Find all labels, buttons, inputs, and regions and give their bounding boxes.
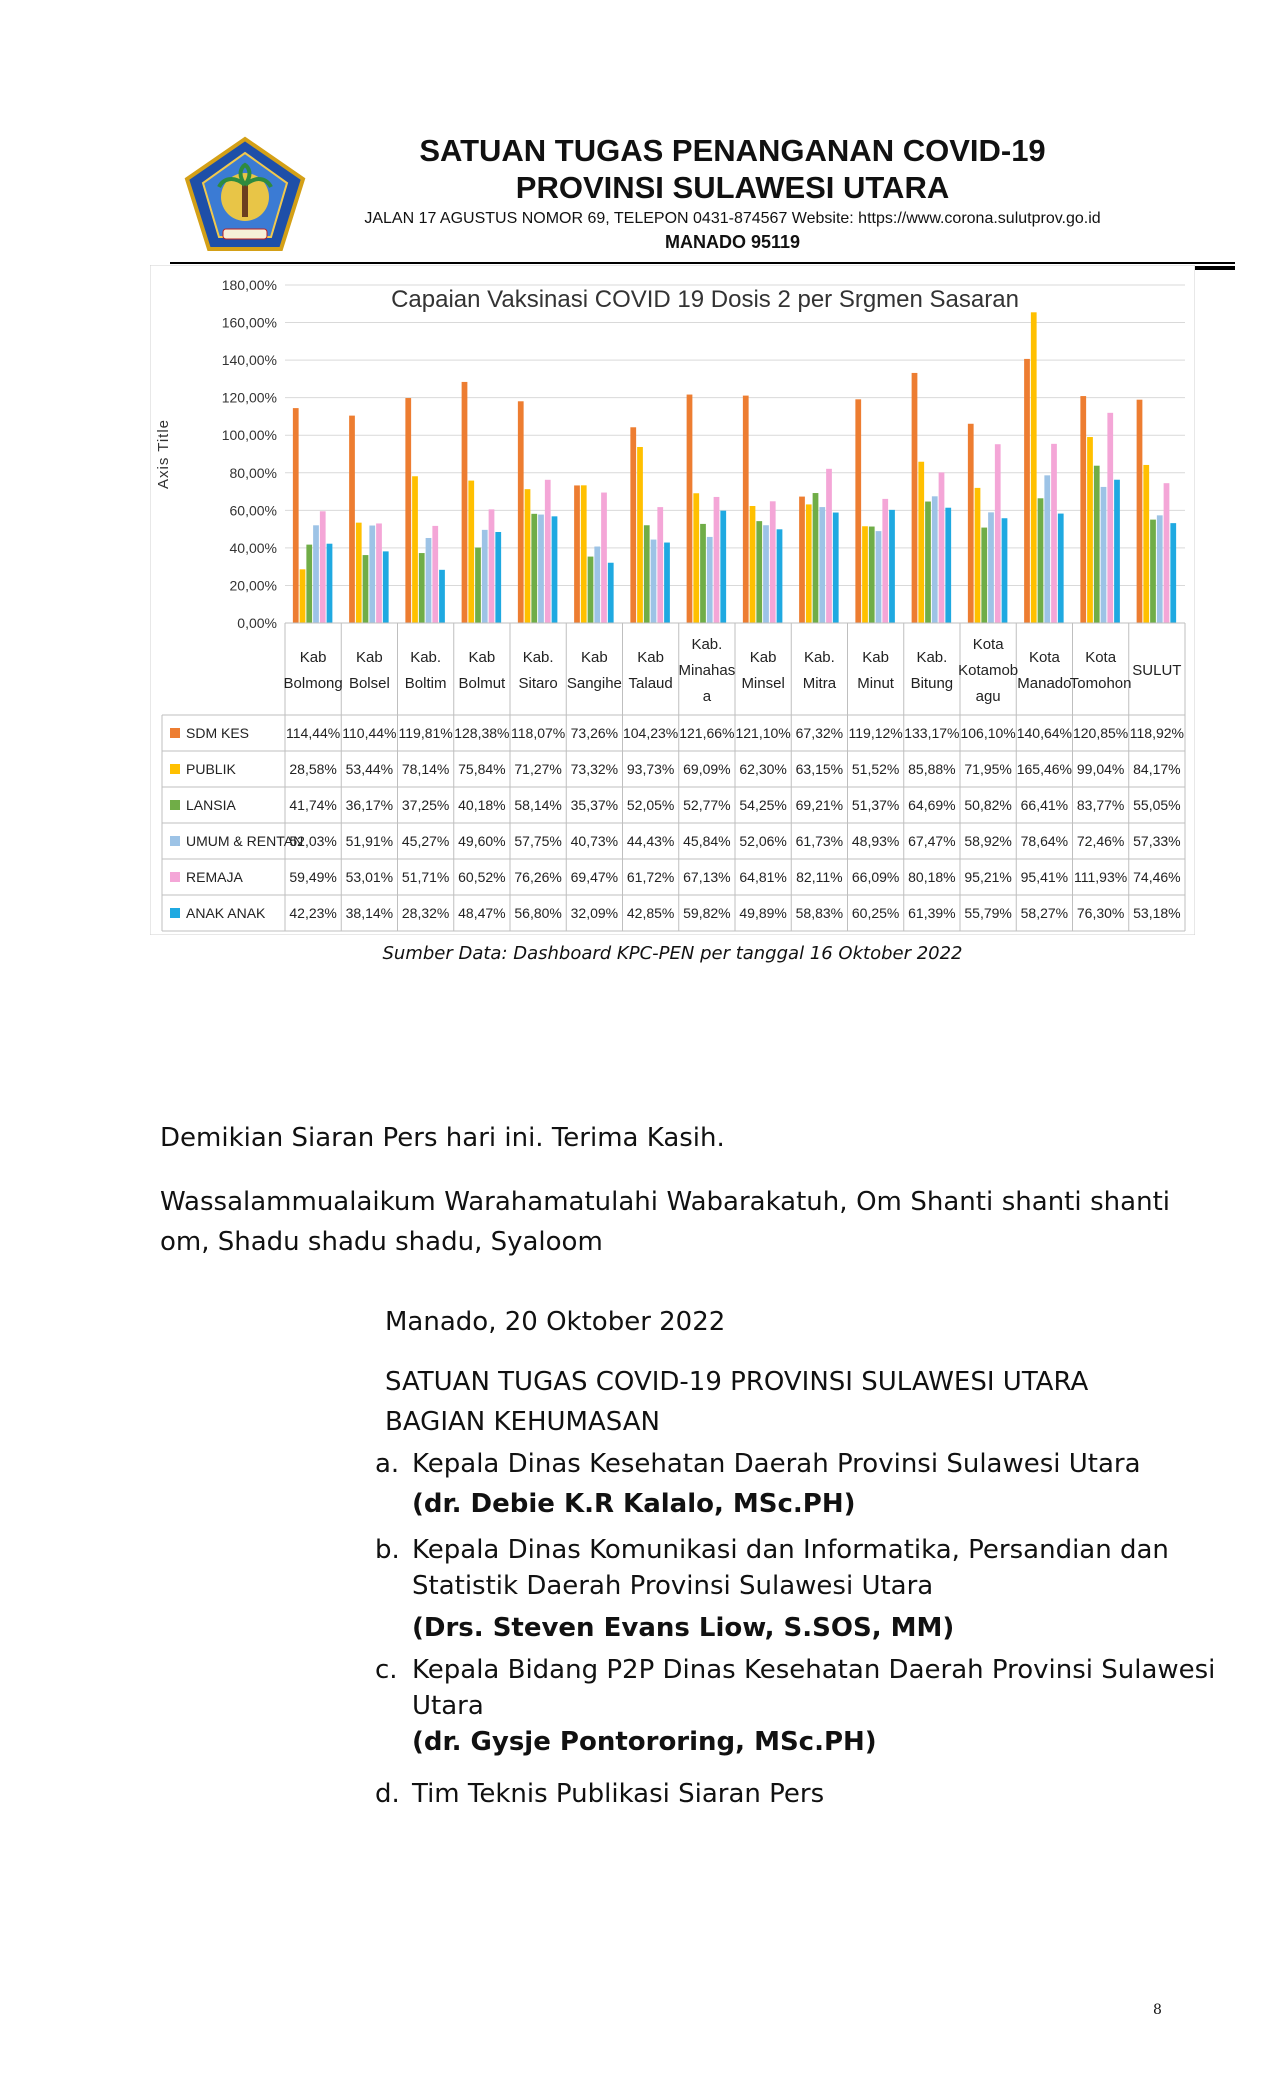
y-axis-title: Axis Title bbox=[155, 418, 172, 490]
data-label: 42,85% bbox=[626, 905, 675, 921]
bar-remaja-11 bbox=[939, 472, 945, 623]
data-label: 95,21% bbox=[964, 869, 1012, 885]
data-label: 55,05% bbox=[1133, 797, 1181, 813]
data-label: 57,75% bbox=[514, 833, 562, 849]
bar-sdm-kes-11 bbox=[912, 373, 918, 623]
data-label: 58,83% bbox=[795, 905, 844, 921]
greeting-line1: Wassalammualaikum Warahamatulahi Wabarakatuh, Om Shanti shanti shanti bbox=[160, 1187, 1170, 1217]
data-label: 44,43% bbox=[626, 833, 675, 849]
bar-lansia-5 bbox=[588, 557, 594, 623]
bar-umum-rentan-11 bbox=[932, 496, 938, 623]
bar-remaja-7 bbox=[714, 497, 720, 623]
bar-umum-rentan-9 bbox=[819, 507, 825, 623]
bar-lansia-15 bbox=[1150, 520, 1156, 623]
bar-anak-anak-13 bbox=[1058, 514, 1064, 623]
place-date: Manado, 20 Oktober 2022 bbox=[385, 1307, 726, 1337]
data-label: 61,73% bbox=[795, 833, 844, 849]
bar-anak-anak-0 bbox=[327, 544, 333, 623]
signatory-c-title-line2: Utara bbox=[412, 1691, 484, 1721]
y-tick-label: 40,00% bbox=[229, 539, 277, 556]
org-line2: BAGIAN KEHUMASAN bbox=[385, 1407, 660, 1437]
data-label: 71,95% bbox=[964, 761, 1012, 777]
signatory-b-title-line2: Statistik Daerah Provinsi Sulawesi Utara bbox=[412, 1571, 934, 1601]
category-label: Mitra bbox=[802, 675, 837, 692]
bar-sdm-kes-8 bbox=[743, 396, 749, 623]
bar-publik-4 bbox=[525, 489, 531, 623]
bar-anak-anak-1 bbox=[383, 551, 389, 623]
data-label: 52,03% bbox=[289, 833, 337, 849]
data-label: 51,91% bbox=[345, 833, 394, 849]
data-label: 35,37% bbox=[570, 797, 619, 813]
data-label: 165,46% bbox=[1016, 761, 1073, 777]
data-label: 58,92% bbox=[964, 833, 1012, 849]
bar-umum-rentan-6 bbox=[651, 540, 657, 623]
bar-remaja-3 bbox=[489, 509, 495, 623]
data-label: 36,17% bbox=[345, 797, 394, 813]
category-label: Kab bbox=[468, 649, 496, 666]
category-label: Manado bbox=[1017, 675, 1072, 692]
bar-publik-6 bbox=[637, 447, 643, 623]
bar-remaja-2 bbox=[432, 526, 438, 623]
bar-anak-anak-4 bbox=[552, 516, 558, 623]
data-label: 37,25% bbox=[401, 797, 450, 813]
data-label: 73,32% bbox=[570, 761, 619, 777]
data-label: 78,14% bbox=[401, 761, 450, 777]
data-label: 61,72% bbox=[626, 869, 675, 885]
bar-sdm-kes-2 bbox=[405, 398, 411, 623]
bar-anak-anak-8 bbox=[777, 529, 783, 623]
header-title-line2: PROVINSI SULAWESI UTARA bbox=[515, 170, 950, 205]
category-label: Kota bbox=[972, 636, 1004, 653]
data-label: 64,69% bbox=[908, 797, 956, 813]
y-tick-label: 0,00% bbox=[237, 615, 277, 631]
legend-swatch-4 bbox=[170, 872, 180, 882]
bar-lansia-13 bbox=[1038, 498, 1044, 623]
bar-anak-anak-12 bbox=[1002, 518, 1008, 623]
data-label: 48,47% bbox=[458, 905, 506, 921]
bar-publik-5 bbox=[581, 485, 587, 623]
signatory-d-title: Tim Teknis Publikasi Siaran Pers bbox=[412, 1779, 825, 1809]
bar-publik-13 bbox=[1031, 312, 1037, 623]
category-label: Bitung bbox=[910, 675, 954, 692]
bar-umum-rentan-0 bbox=[313, 525, 319, 623]
data-label: 67,13% bbox=[683, 869, 731, 885]
bar-remaja-0 bbox=[320, 511, 326, 623]
bar-publik-10 bbox=[862, 526, 868, 623]
bar-lansia-6 bbox=[644, 525, 650, 623]
bar-lansia-3 bbox=[475, 548, 481, 623]
data-label: 64,81% bbox=[739, 869, 787, 885]
data-label: 119,12% bbox=[848, 725, 903, 741]
bar-sdm-kes-6 bbox=[630, 427, 636, 623]
data-label: 95,41% bbox=[1020, 869, 1069, 885]
data-label: 61,39% bbox=[908, 905, 956, 921]
bar-lansia-4 bbox=[531, 514, 537, 623]
category-label: Sitaro bbox=[518, 675, 558, 692]
y-tick-label: 20,00% bbox=[229, 577, 277, 594]
header-title-line1: SATUAN TUGAS PENANGANAN COVID-19 bbox=[419, 133, 1046, 168]
data-label: 51,37% bbox=[851, 797, 900, 813]
bar-umum-rentan-1 bbox=[369, 526, 375, 623]
data-label: 54,25% bbox=[739, 797, 787, 813]
data-label: 120,85% bbox=[1072, 725, 1129, 741]
legend-label: UMUM & RENTAN bbox=[186, 833, 304, 849]
category-label: a bbox=[702, 688, 712, 705]
data-label: 52,05% bbox=[626, 797, 675, 813]
data-label: 118,07% bbox=[511, 725, 566, 741]
data-label: 78,64% bbox=[1020, 833, 1069, 849]
bar-anak-anak-9 bbox=[833, 513, 839, 623]
category-label: Kab. bbox=[522, 649, 554, 666]
data-label: 56,80% bbox=[514, 905, 562, 921]
category-label: SULUT bbox=[1132, 662, 1182, 679]
data-label: 51,52% bbox=[851, 761, 900, 777]
data-label: 51,71% bbox=[401, 869, 450, 885]
data-label: 69,21% bbox=[795, 797, 844, 813]
bar-publik-11 bbox=[918, 462, 924, 623]
category-label: Kab. bbox=[916, 649, 948, 666]
greeting-line2: om, Shadu shadu shadu, Syaloom bbox=[160, 1227, 603, 1257]
data-label: 45,84% bbox=[683, 833, 731, 849]
data-label: 121,10% bbox=[735, 725, 791, 741]
category-label: Bolmong bbox=[283, 675, 343, 692]
signatory-b-title-line1: Kepala Dinas Komunikasi dan Informatika, Persandian dan bbox=[412, 1535, 1169, 1565]
bar-remaja-8 bbox=[770, 501, 776, 623]
data-label: 119,81% bbox=[398, 725, 453, 741]
category-label: Kab. bbox=[410, 649, 442, 666]
data-label: 83,77% bbox=[1076, 797, 1125, 813]
header-rule bbox=[170, 262, 1235, 264]
data-label: 59,49% bbox=[289, 869, 337, 885]
data-label: 40,73% bbox=[570, 833, 619, 849]
bar-sdm-kes-4 bbox=[518, 401, 524, 623]
legend-swatch-0 bbox=[170, 728, 180, 738]
chart-source-caption: Sumber Data: Dashboard KPC-PEN per tanggal 16 Oktober 2022 bbox=[382, 943, 963, 964]
data-label: 82,11% bbox=[796, 869, 843, 885]
category-label: Kab bbox=[749, 649, 777, 666]
bar-remaja-10 bbox=[882, 499, 888, 623]
category-label: Kab bbox=[862, 649, 889, 666]
chart-title: Capaian Vaksinasi COVID 19 Dosis 2 per Srgmen Sasaran bbox=[391, 286, 1019, 313]
bar-umum-rentan-8 bbox=[763, 525, 769, 623]
bar-publik-7 bbox=[693, 493, 699, 623]
bar-anak-anak-11 bbox=[945, 508, 951, 623]
data-label: 118,92% bbox=[1129, 725, 1184, 741]
bar-publik-0 bbox=[300, 569, 306, 623]
bar-lansia-2 bbox=[419, 553, 425, 623]
data-label: 60,52% bbox=[458, 869, 506, 885]
data-label: 42,23% bbox=[289, 905, 337, 921]
signatory-d-marker: d. bbox=[375, 1779, 400, 1809]
bar-publik-12 bbox=[975, 488, 981, 623]
bar-lansia-8 bbox=[756, 521, 762, 623]
legend-label: SDM KES bbox=[186, 725, 250, 741]
bar-lansia-7 bbox=[700, 524, 706, 623]
category-label: agu bbox=[975, 688, 1001, 705]
legend-swatch-5 bbox=[170, 908, 180, 918]
data-label: 28,32% bbox=[401, 905, 450, 921]
category-label: Minsel bbox=[741, 675, 785, 692]
bar-sdm-kes-1 bbox=[349, 416, 355, 623]
data-label: 111,93% bbox=[1074, 869, 1128, 885]
bar-umum-rentan-10 bbox=[876, 531, 882, 623]
data-label: 71,27% bbox=[514, 761, 562, 777]
bar-umum-rentan-2 bbox=[426, 538, 432, 623]
y-tick-label: 80,00% bbox=[229, 464, 277, 481]
y-tick-label: 140,00% bbox=[221, 352, 277, 369]
data-label: 53,44% bbox=[345, 761, 394, 777]
data-label: 74,46% bbox=[1133, 869, 1181, 885]
bar-lansia-10 bbox=[869, 527, 875, 623]
category-label: Tomohon bbox=[1069, 675, 1132, 692]
data-label: 66,09% bbox=[851, 869, 900, 885]
data-label: 99,04% bbox=[1076, 761, 1125, 777]
header-address: JALAN 17 AGUSTUS NOMOR 69, TELEPON 0431-874567 Website: https://www.corona.sulutprov.go.id bbox=[364, 210, 1101, 227]
category-label: Minut bbox=[857, 675, 894, 692]
category-label: Kab bbox=[356, 649, 383, 666]
bar-umum-rentan-13 bbox=[1044, 475, 1050, 623]
legend-swatch-1 bbox=[170, 764, 180, 774]
bar-sdm-kes-10 bbox=[855, 399, 861, 623]
org-line1: SATUAN TUGAS COVID-19 PROVINSI SULAWESI UTARA bbox=[385, 1367, 1089, 1397]
bar-lansia-0 bbox=[306, 545, 312, 623]
category-label: Sangihe bbox=[566, 675, 622, 692]
bar-anak-anak-7 bbox=[720, 511, 726, 623]
data-label: 73,26% bbox=[570, 725, 619, 741]
data-label: 85,88% bbox=[908, 761, 956, 777]
data-label: 72,46% bbox=[1076, 833, 1125, 849]
data-label: 67,47% bbox=[908, 833, 956, 849]
data-label: 45,27% bbox=[401, 833, 450, 849]
bar-umum-rentan-15 bbox=[1157, 515, 1163, 623]
data-label: 58,14% bbox=[514, 797, 562, 813]
y-tick-label: 120,00% bbox=[221, 389, 277, 406]
category-label: Kab bbox=[637, 649, 664, 666]
bar-lansia-1 bbox=[363, 555, 369, 623]
bar-anak-anak-2 bbox=[439, 570, 445, 623]
category-label: Kab. bbox=[691, 636, 723, 653]
data-label: 40,18% bbox=[458, 797, 506, 813]
data-label: 52,06% bbox=[739, 833, 787, 849]
page-number: 8 bbox=[1153, 2002, 1162, 2018]
category-label: Kab. bbox=[803, 649, 835, 666]
category-label: Kotamob bbox=[958, 662, 1019, 679]
data-label: 133,17% bbox=[904, 725, 960, 741]
signatory-b-name: (Drs. Steven Evans Liow, S.SOS, MM) bbox=[412, 1613, 955, 1643]
bar-remaja-12 bbox=[995, 444, 1001, 623]
bar-remaja-15 bbox=[1164, 483, 1170, 623]
data-label: 63,15% bbox=[795, 761, 844, 777]
category-label: Talaud bbox=[628, 675, 673, 692]
category-label: Kota bbox=[1085, 649, 1117, 666]
bar-remaja-4 bbox=[545, 480, 551, 623]
bar-publik-15 bbox=[1143, 465, 1149, 623]
closing-text: Demikian Siaran Pers hari ini. Terima Kasih. bbox=[160, 1123, 725, 1153]
data-label: 58,27% bbox=[1020, 905, 1069, 921]
bar-umum-rentan-4 bbox=[538, 515, 544, 623]
legend-swatch-2 bbox=[170, 800, 180, 810]
signatory-c-name: (dr. Gysje Pontororing, MSc.PH) bbox=[412, 1727, 877, 1757]
vaccination-chart bbox=[150, 265, 1195, 935]
bar-publik-1 bbox=[356, 523, 362, 623]
data-label: 104,23% bbox=[622, 725, 679, 741]
data-label: 57,33% bbox=[1133, 833, 1181, 849]
category-label: Minahas bbox=[678, 662, 736, 679]
data-label: 55,79% bbox=[964, 905, 1012, 921]
category-label: Bolmut bbox=[458, 675, 506, 692]
data-label: 140,64% bbox=[1016, 725, 1073, 741]
bar-anak-anak-6 bbox=[664, 543, 670, 623]
bar-anak-anak-14 bbox=[1114, 480, 1120, 623]
bar-remaja-5 bbox=[601, 493, 607, 623]
bar-anak-anak-10 bbox=[889, 510, 895, 623]
data-label: 53,01% bbox=[345, 869, 394, 885]
bar-remaja-1 bbox=[376, 523, 382, 623]
bar-sdm-kes-5 bbox=[574, 485, 580, 623]
bar-sdm-kes-14 bbox=[1080, 396, 1086, 623]
bar-anak-anak-5 bbox=[608, 563, 614, 623]
bar-sdm-kes-9 bbox=[799, 497, 805, 623]
bar-umum-rentan-5 bbox=[594, 547, 600, 623]
signatory-c-marker: c. bbox=[375, 1655, 398, 1685]
data-label: 50,82% bbox=[964, 797, 1012, 813]
bar-publik-2 bbox=[412, 476, 418, 623]
bar-remaja-9 bbox=[826, 469, 832, 623]
category-label: Bolsel bbox=[348, 675, 390, 692]
category-label: Boltim bbox=[404, 675, 447, 692]
data-label: 52,77% bbox=[683, 797, 731, 813]
legend-swatch-3 bbox=[170, 836, 180, 846]
signatory-a-title: Kepala Dinas Kesehatan Daerah Provinsi Sulawesi Utara bbox=[412, 1449, 1141, 1479]
bar-umum-rentan-12 bbox=[988, 512, 994, 623]
data-label: 38,14% bbox=[345, 905, 394, 921]
signatory-c-title-line1: Kepala Bidang P2P Dinas Kesehatan Daerah Provinsi Sulawesi bbox=[412, 1655, 1216, 1685]
bar-anak-anak-3 bbox=[495, 532, 501, 623]
data-label: 80,18% bbox=[908, 869, 956, 885]
data-label: 121,66% bbox=[679, 725, 735, 741]
data-label: 114,44% bbox=[286, 725, 341, 741]
bar-publik-3 bbox=[468, 481, 474, 623]
bar-lansia-9 bbox=[813, 493, 819, 623]
y-tick-label: 60,00% bbox=[229, 502, 277, 519]
data-label: 32,09% bbox=[570, 905, 619, 921]
bar-sdm-kes-15 bbox=[1137, 400, 1143, 623]
data-label: 106,10% bbox=[960, 725, 1016, 741]
bar-publik-9 bbox=[806, 504, 812, 623]
category-label: Kota bbox=[1028, 649, 1060, 666]
bar-remaja-6 bbox=[657, 507, 663, 623]
bar-sdm-kes-12 bbox=[968, 424, 974, 623]
signatory-a-marker: a. bbox=[375, 1449, 400, 1479]
bar-anak-anak-15 bbox=[1170, 523, 1176, 623]
bar-publik-8 bbox=[750, 506, 756, 623]
data-label: 84,17% bbox=[1133, 761, 1181, 777]
data-label: 48,93% bbox=[851, 833, 900, 849]
legend-label: ANAK ANAK bbox=[186, 905, 266, 921]
data-label: 49,89% bbox=[739, 905, 787, 921]
bar-umum-rentan-7 bbox=[707, 537, 713, 623]
y-tick-label: 100,00% bbox=[221, 427, 277, 444]
data-label: 93,73% bbox=[626, 761, 675, 777]
signatory-b-marker: b. bbox=[375, 1535, 400, 1565]
data-label: 62,30% bbox=[739, 761, 787, 777]
signatory-a-name: (dr. Debie K.R Kalalo, MSc.PH) bbox=[412, 1489, 856, 1519]
data-label: 60,25% bbox=[851, 905, 900, 921]
provincial-logo bbox=[183, 135, 308, 255]
bar-remaja-13 bbox=[1051, 444, 1057, 623]
data-label: 69,47% bbox=[570, 869, 619, 885]
bar-sdm-kes-7 bbox=[687, 395, 693, 623]
bar-remaja-14 bbox=[1107, 413, 1113, 623]
header-city: MANADO 95119 bbox=[664, 232, 801, 252]
legend-label: LANSIA bbox=[186, 797, 236, 813]
data-label: 49,60% bbox=[458, 833, 506, 849]
data-label: 69,09% bbox=[683, 761, 731, 777]
data-label: 76,30% bbox=[1076, 905, 1125, 921]
data-label: 41,74% bbox=[289, 797, 337, 813]
bar-sdm-kes-13 bbox=[1024, 359, 1030, 623]
bar-umum-rentan-14 bbox=[1101, 487, 1107, 623]
data-label: 110,44% bbox=[342, 725, 397, 741]
y-tick-label: 160,00% bbox=[221, 314, 277, 331]
category-label: Kab bbox=[581, 649, 608, 666]
data-label: 28,58% bbox=[289, 761, 337, 777]
data-label: 75,84% bbox=[458, 761, 506, 777]
bar-lansia-11 bbox=[925, 502, 931, 623]
bar-sdm-kes-0 bbox=[293, 408, 299, 623]
data-label: 67,32% bbox=[795, 725, 844, 741]
bar-lansia-12 bbox=[981, 528, 987, 623]
category-label: Kab bbox=[299, 649, 327, 666]
y-tick-label: 180,00% bbox=[221, 277, 277, 293]
bar-lansia-14 bbox=[1094, 466, 1100, 623]
bar-umum-rentan-3 bbox=[482, 530, 488, 623]
data-label: 53,18% bbox=[1133, 905, 1181, 921]
bar-sdm-kes-3 bbox=[462, 382, 468, 623]
bar-publik-14 bbox=[1087, 437, 1093, 623]
legend-label: PUBLIK bbox=[186, 761, 236, 777]
data-label: 59,82% bbox=[683, 905, 731, 921]
data-label: 76,26% bbox=[514, 869, 562, 885]
legend-label: REMAJA bbox=[186, 869, 243, 885]
data-label: 66,41% bbox=[1020, 797, 1069, 813]
data-label: 128,38% bbox=[454, 725, 510, 741]
